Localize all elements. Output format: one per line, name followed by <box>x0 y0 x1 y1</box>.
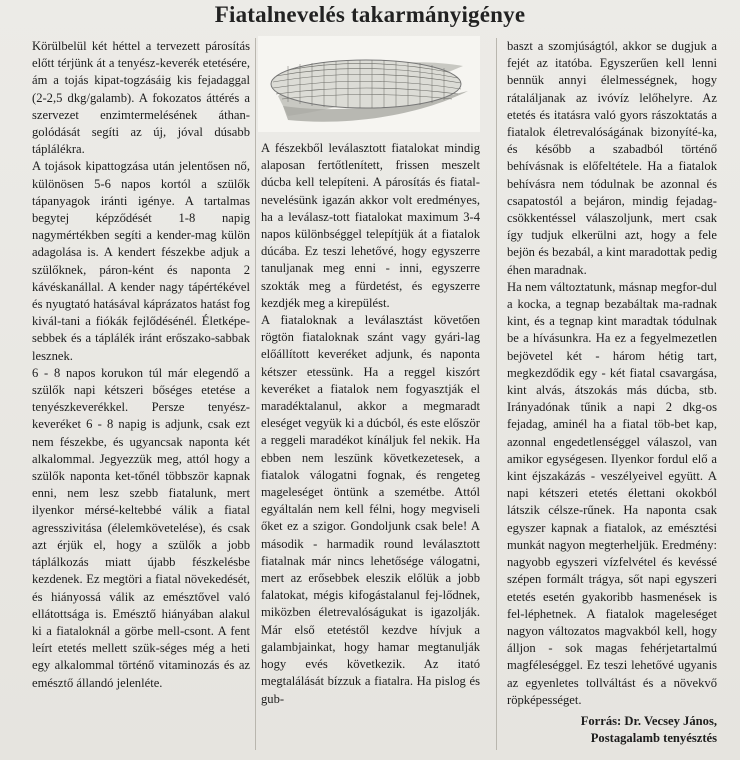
paragraph: 6 - 8 napos korukon túl már elegendő a szülők napi kétszeri bőséges etetése a tenyészkeverékkel. Persze tenyész-keveréket 6 - 8 napig is adjunk, csak ezt nem fészekbe, és ugyancsak naponta két alkalommal. Jegyezzük meg, attól hogy a szülők naponta ket-tőnél többször kapnak enni, nem lesz szebb fiatalunk, mert ilyenkor mérsé-keltebbé válik a fiatal agresszivitása (élelemkövetelése), és csak azt érjük el, hogy a szülők a jobb táplálkozás miatt újabb fészkelésbe kezdenek. Ez megtöri a fiatal növekedését, és hiányossá válik az emésztővel való ellátottsága is. Emésztő hiányában alakul ki a fiataloknál a görbe mell-csont. A fent leírt etetés mellett szük-séges még a heti egy alkalommal történő vitaminozás és az emésztő állandó jelenléte. <box>32 365 250 690</box>
column-divider <box>496 38 497 750</box>
source-credit <box>507 713 717 747</box>
column-divider <box>255 38 256 750</box>
source-line: Forrás: Dr. Vecsey János, <box>580 713 717 728</box>
paragraph: Körülbelül két héttel a tervezett párosítás előtt térjünk át a tenyész-keverék etetésére, ám a tojás kipat-togzásáig kis fejadaggal (2-2,5 dkg/galamb). A fokozatos áttérés a szervezet enzimtermelésének áthan-golódását segíti az új, jóval dúsabb táplálékra. <box>32 39 250 157</box>
paragraph: A tojások kipattogzása után jelentősen nő, különösen 5-6 napos kortól a szülők tápanyagok iránti igénye. A tartalmas begytej képződését 1-8 napig nagymértékben segíti a kender-mag külön adagolása is. A kendert fészekbe adjuk a szülőknek, páron-ként és naponta 2 kávéskanállal. A kender nagy tápértékével és nyugtató hatásával káprázatos hatást fog kivál-tani a fiókák fejlődésénél. Életképe-sebbek és a táplálék iránt erőszako-sabbak lesznek. <box>32 159 250 363</box>
text-column-3 <box>507 38 717 754</box>
article-title: Fiatalnevelés takarmányigénye <box>214 2 526 27</box>
paragraph: Ha nem változtatunk, másnap megfor-dul a kocka, a tegnap bezabáltak ma-radnak kint, és a tegnap kint maradtak tódulnak be a hívásunkra. Ha ez a fegyelmezetlen bejövetel két - három hétig tart, megkezdődik egy - két fiatal csavargása, kint alvás, átszokás más dúcba, stb. Irányadónak tűnik a napi 2 dkg-os fejadag, aminél ha a fiatal töb-bet kap, azonnal engedetlenséggel válaszol, van amikor egységesen. Ilyenkor fordul elő a kint éjszakázás - veszélyeivel együtt. A napi kétszeri etetés élettani okokból látszik célsze-rűnek. Ha naponta csak egyszer kapnak a fiatalok, az emésztési munkát nagyon megterheljük. Eredmény: nagyobb egyszeri vízfelvétel és kevéssé szépen formált trágya, sőt napi egyszeri etetés esetén gyakoribb hasmenések is fel-léphetnek. A fiatalok mageleséget nagyon változatos magvakból kell, hogy álljon - sok magas fehérjetartalmú magféleséggel. Ez teszi lehetővé ugyanis az egyenletes tollváltást és a növekvő röpképességet. <box>507 279 717 707</box>
paragraph: A fészekből leválasztott fiatalokat mindig alaposan fertőtlenített, frissen meszelt dúcba kell telepíteni. A párosítás és fiatal-nevelésünk igazán akkor volt eredményes, ha a leválasz-tott fiatalokat maximum 3-4 napos különbséggel telepítjük át a fiatalok dúcába. Ez teszi lehetővé, hogy egyszerre tanuljanak meg enni - inni, egyszerre szokták meg a fürdetést, és egyszerre kezdjék meg a kirepülést. <box>261 141 480 310</box>
text-column-2 <box>261 140 480 754</box>
corn-cob-icon <box>258 36 480 132</box>
paragraph: baszt a szomjúságtól, akkor se dugjuk a fejét az itatóba. Egyszerűen kell lenni bennük annyi élelmességnek, hogy rátaláljanak az ivóvíz lelőhelyre. Az etetés és itatásra való gyors rászoktatás a fiatalok életrevalóságának bizonyíté-ka, és később a szabadból történő behívásnak is előfeltétele. Ha a fiatalok behívásra nem tódulnak be azonnal és csapatostól a bejáron, mindig fejadag-csökkentéssel válaszoljunk, mert csak így tudjuk elkerülni azt, hogy a fele bejön és bezabál, a kint maradottak pedig éhen maradnak. <box>507 39 717 277</box>
paragraph: A fiataloknak a leválasztást követően rögtön fiataloknak szánt vagy gyári-lag előállított keveréket adjunk, és naponta kétszer etessünk. Ha a reggel kiszórt keveréket a fiatalok nem fogyasztják el maradéktalanul, akkor a megmaradt eleséget vegyük ki a dúcból, és este először a reggeli maradékot kínáljuk fel nekik. Ha ebben nem leszünk következetesek, a fiatalok válogatni fognak, és rengeteg mageleséget öntünk a szemétbe. Attól egyáltalán nem kell félni, hogy megviseli őket ez a szigor. Gondoljunk csak bele! A második - harmadik round leválasztott fiatalnak már nincs lehetősége válogatni, mert az erősebbek eleszik előlük a jobb falatokat, mégis kifogástalanul fej-lődnek, miközben életrevalóságukat is igazolják. Már első etetéstől kezdve hívjuk a galambjainkat, hogy hamar megtanulják hogy evés következik. Az itató megtalálását bízzuk a fiatalra. Ha pislog és gub- <box>261 313 480 706</box>
source-line: Postagalamb tenyésztés <box>590 730 717 745</box>
text-column-1 <box>32 38 250 754</box>
